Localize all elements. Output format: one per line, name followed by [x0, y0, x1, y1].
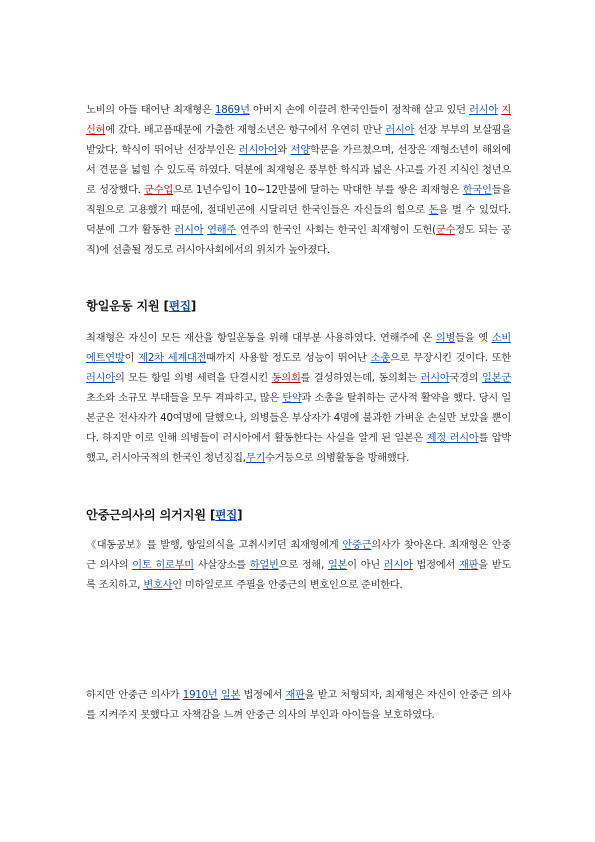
- text-run: 하지만 안중근 의사가: [86, 690, 183, 701]
- inline-link[interactable]: 무기: [245, 453, 266, 464]
- text-run: 을 받도록 조치하고,: [86, 560, 511, 591]
- text-run: 를 압박했고, 러시아국적의 한국인 청년징집,: [86, 433, 511, 464]
- text-run: 으로 정해,: [278, 560, 328, 571]
- text-run: 에 갔다. 배고픔때문에 가출한 재형소년은 항구에서 우연히 만난: [105, 125, 386, 136]
- text-run: 법정에서: [412, 560, 459, 571]
- paragraph-ahn-support: [86, 536, 511, 596]
- section-heading-anti-japanese: [86, 297, 196, 314]
- text-run: 연주의 한국인 사회는 한국인 최재형이 도헌(: [236, 225, 436, 236]
- inline-link[interactable]: 소총: [370, 353, 391, 364]
- text-run: 노비의 아들 태어난 최재형은: [86, 105, 215, 116]
- text-run: 의 모든 항일 의병 세력을 단결시킨: [114, 373, 272, 384]
- text-run: 을 받고 처형되자, 최재형은 자신이 안중근 의사를 지켜주지 못했다고 자책감을 느껴 안중근 의사의 부인과 아이들을 보호하였다.: [86, 690, 511, 721]
- edit-bracket-close: ]: [190, 299, 197, 313]
- text-run: 으로 무장시킨 것이다. 또한: [390, 353, 511, 364]
- text-run: 때까지 사용할 정도로 성능이 뛰어난: [206, 353, 371, 364]
- inline-link[interactable]: 러시아어: [238, 145, 278, 156]
- text-run: 법정에서: [240, 690, 286, 701]
- text-run: 《대동공보》를 발행, 항일의식을 고취시키던 최재형에게: [86, 540, 343, 551]
- edit-bracket-open: [: [163, 299, 169, 313]
- inline-link[interactable]: 제정 러시아: [426, 433, 479, 444]
- inline-link[interactable]: 일본: [327, 560, 348, 571]
- text-run: 으로 1년수입이 10~12만불에 달하는 막대한 부를 쌓은 최재형은: [173, 185, 463, 196]
- section-heading-ahn-support: [86, 506, 242, 523]
- edit-link[interactable]: 편집: [215, 508, 238, 522]
- inline-link[interactable]: 탄약: [282, 393, 302, 404]
- text-run: 초소와 소규모 부대들을 모두 격파하고, 많은: [86, 393, 283, 404]
- text-run: 최재형은 자신이 모든 재산을 항일운동을 위해 대부분 사용하였다. 연해주에 온: [86, 333, 436, 344]
- inline-link[interactable]: 일본군: [482, 373, 511, 384]
- inline-link[interactable]: 연해주: [207, 225, 237, 236]
- inline-link[interactable]: 러시아: [469, 105, 499, 116]
- missing-article-link[interactable]: 군수업: [144, 185, 174, 196]
- inline-link[interactable]: 한국인: [462, 185, 492, 196]
- text-run: 를 결성하였는데, 동의회는: [300, 373, 421, 384]
- text-run: 이 아닌: [347, 560, 384, 571]
- inline-link[interactable]: 이토 히로부미: [132, 560, 194, 571]
- text-run: 과 소총을 탈취하는 군사적 활약을 했다. 당시 일본군은 전사자가 40여명에 달했으나, 의병들은 부상자가 4명에 불과한 가벼운 손실만 보았을 뿐이다. 하지만 이로 인해 의병들이 러시아에서 활동한다는 사실을 알게 된 일본은: [86, 393, 511, 444]
- text-run: 국경의: [449, 373, 483, 384]
- inline-link[interactable]: 안중근: [342, 540, 372, 551]
- text-run: 학문을 가르쳤으며, 선장은 재형소년이 해외에서 견문을 넓힐 수 있도록 하였다. 덕분에 최재형은 풍부한 학식과 넓은 사고를 가진 지식인 청년으로 성장했다.: [86, 145, 512, 196]
- paragraph-anti-japanese: [86, 329, 511, 469]
- text-run: 이: [124, 353, 139, 364]
- inline-link[interactable]: 1869년: [214, 105, 250, 116]
- inline-link[interactable]: 러시아: [385, 125, 415, 136]
- text-run: 선장 부부의 보살핌을 받았다. 학식이 뛰어난 선장부인은: [86, 125, 511, 156]
- inline-link[interactable]: 러시아: [420, 373, 450, 384]
- text-run: 을 벌 수 있었다. 덕분에 그가 활동한: [86, 205, 512, 236]
- inline-link[interactable]: 서양: [290, 145, 311, 156]
- text-run: 들을 옛: [455, 333, 492, 344]
- text-run: 사살장소를: [193, 560, 250, 571]
- inline-link[interactable]: 의병: [435, 333, 456, 344]
- missing-article-link[interactable]: 군수: [435, 225, 456, 236]
- inline-link[interactable]: 러시아: [174, 225, 204, 236]
- inline-link[interactable]: 일본: [220, 690, 241, 701]
- text-run: 들을 직원으로 고용했기 때문에, 절대빈곤에 시달리던 한국인들은 자신들의 힘으로: [86, 185, 511, 216]
- inline-link[interactable]: 제2차 세계대전: [138, 353, 207, 364]
- text-run: 정도 되는 공직)에 선출될 정도로 러시아사회에서의 위치가 높아졌다.: [86, 225, 511, 256]
- missing-article-link[interactable]: 동의회: [271, 373, 301, 384]
- inline-link[interactable]: 하얼빈: [249, 560, 279, 571]
- heading-text: 항일운동 지원: [86, 299, 160, 313]
- paragraph-early-life: [86, 101, 511, 261]
- text-run: 의사가 찾아온다. 최재형은 안중근 의사의: [86, 540, 511, 571]
- edit-bracket-close: ]: [237, 508, 243, 522]
- text-run: 수거등으로 의병활동을 방해했다.: [265, 453, 410, 464]
- inline-link[interactable]: 소비에트연방: [86, 333, 511, 364]
- inline-link[interactable]: 재판: [285, 690, 305, 701]
- inline-link[interactable]: 재판: [458, 560, 479, 571]
- inline-link[interactable]: 변호사: [143, 580, 173, 591]
- inline-link[interactable]: 1910년: [182, 690, 218, 701]
- paragraph-after-trial: [86, 686, 511, 726]
- text-run: 와: [277, 145, 291, 156]
- inline-link[interactable]: 돈: [428, 205, 439, 216]
- inline-link[interactable]: 러시아: [383, 560, 413, 571]
- edit-bracket-open: [: [209, 508, 216, 522]
- missing-article-link[interactable]: 지신허: [86, 105, 511, 136]
- heading-text: 안중근의사의 의거지원: [86, 508, 206, 522]
- inline-link[interactable]: 러시아: [86, 373, 115, 384]
- text-run: 아버지 손에 이끌려 한국인들이 정착해 살고 있던: [249, 105, 470, 116]
- text-run: 인 미하일로프 주필을 안중근의 변호인으로 준비한다.: [172, 580, 403, 591]
- edit-link[interactable]: 편집: [168, 299, 191, 313]
